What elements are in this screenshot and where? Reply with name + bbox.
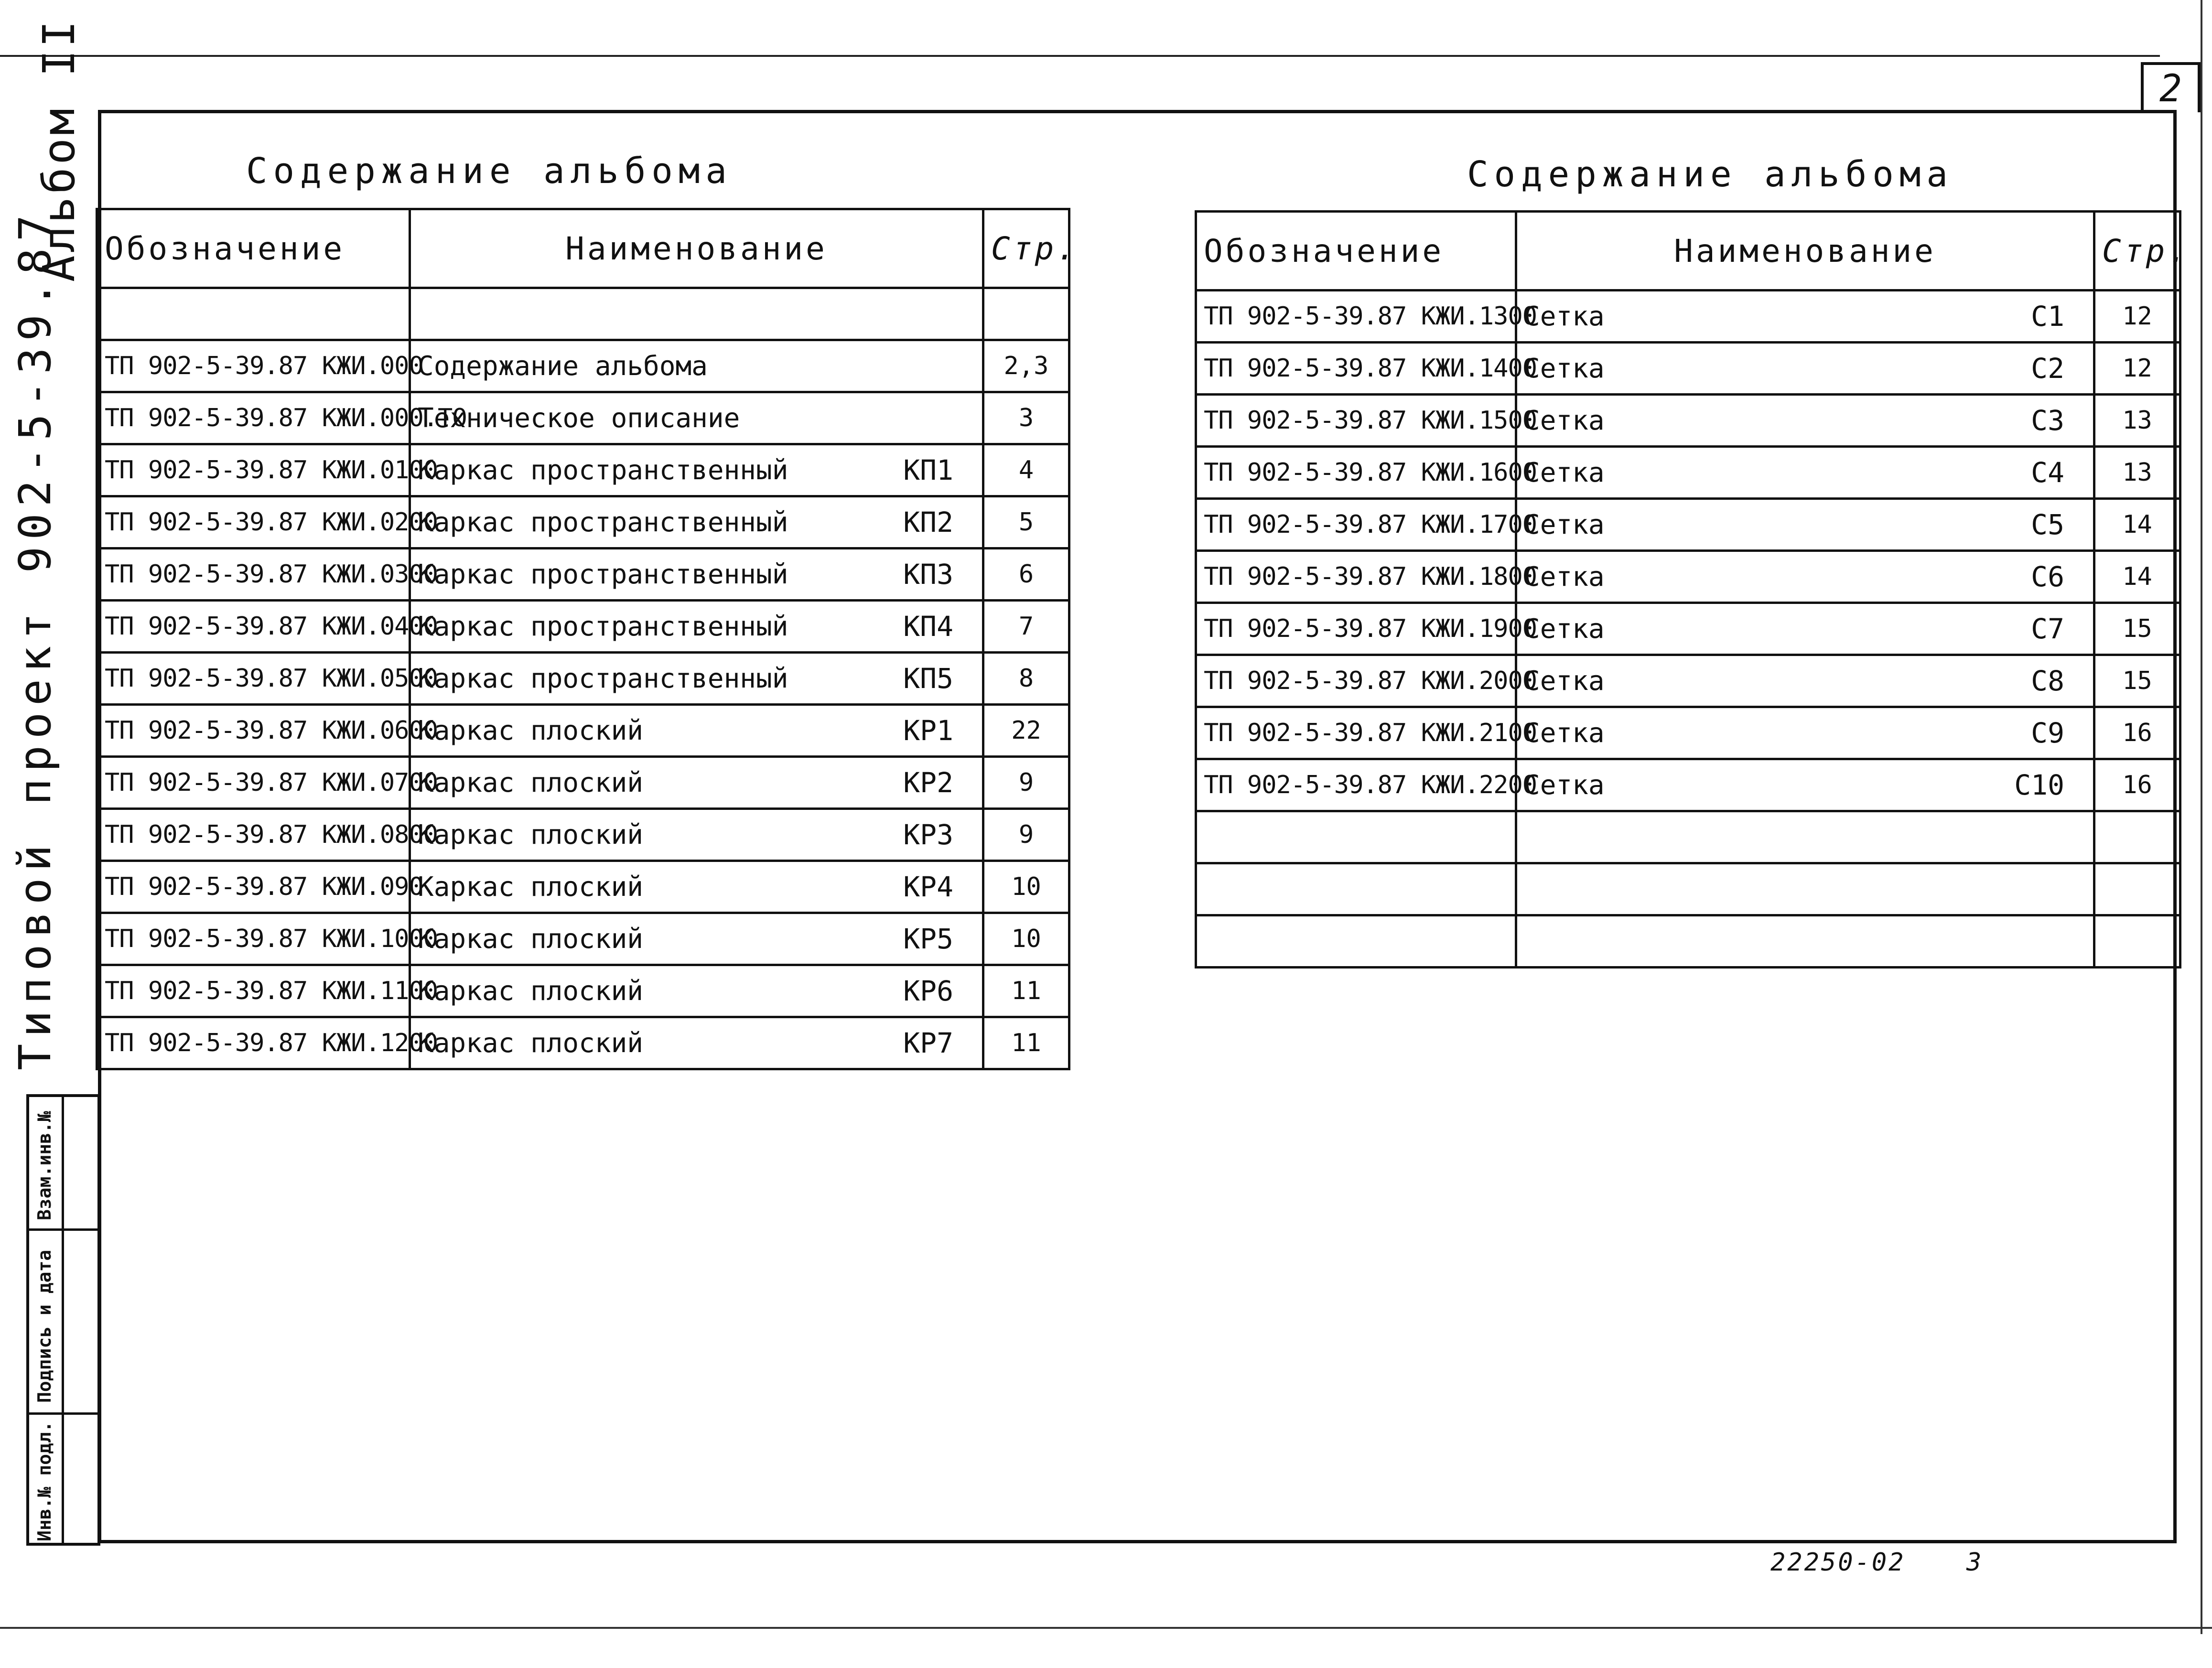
document-number: 22250-02 [1770,1548,1906,1577]
row-name: Каркас плоский [418,715,644,746]
row-page: 12 [2094,343,2180,395]
stamp-divider [62,1097,64,1543]
header-name: Наименование [1516,212,2094,291]
sheet-trim-right [2201,0,2202,1634]
row-name: Каркас плоский [418,975,644,1007]
row-mark: С8 [2031,665,2064,697]
album-label: Альбом II [33,18,85,282]
row-page: 14 [2094,499,2180,551]
row-name: Каркас пространственный [418,559,788,590]
row-name: Сетка [1524,665,1605,697]
row-mark: С7 [2031,613,2064,645]
left-contents-table [96,208,1079,1070]
row-code: ТП 902-5-39.87 КЖИ.1700 [1196,499,1516,551]
row-code: ТП 902-5-39.87 КЖИ.1100 [97,965,410,1017]
row-name: Содержание альбома [418,350,708,382]
row-mark: С10 [2014,769,2064,801]
row-mark: С5 [2031,508,2064,541]
row-code: ТП 902-5-39.87 КЖИ.1900 [1196,603,1516,655]
table-row [97,1017,1069,1069]
row-name-cell [410,444,983,496]
row-mark: С1 [2031,300,2064,333]
row-name: Каркас пространственный [418,663,788,694]
row-page: 5 [983,496,1069,549]
row-code: ТП 902-5-39.87 КЖИ.0800 [97,809,410,861]
row-code: ТП 902-5-39.87 КЖИ.0400 [97,601,410,653]
row-page: 3 [983,392,1069,444]
row-mark: С2 [2031,352,2064,385]
row-name-cell [410,965,983,1017]
row-name-cell [410,392,983,444]
row-page: 22 [983,705,1069,757]
table-row [97,496,1069,549]
row-code: ТП 902-5-39.87 КЖИ.2100 [1196,707,1516,759]
row-mark: КР4 [903,871,953,903]
header-code: Обозначение [97,209,410,288]
row-mark: КП2 [903,506,953,538]
row-name: Каркас пространственный [418,506,788,538]
table-row [97,444,1069,496]
row-page: 16 [2094,759,2180,811]
row-name-cell [1516,603,2094,655]
row-page: 10 [983,913,1069,965]
row-name-cell [410,496,983,549]
row-mark: КП3 [903,558,953,591]
row-mark: КП5 [903,662,953,695]
sheet-trim-bottom [0,1627,2212,1629]
row-name: Сетка [1524,769,1605,801]
row-code: ТП 902-5-39.87 КЖИ.0300 [97,549,410,601]
row-mark: КП1 [903,454,953,486]
row-name-cell [410,809,983,861]
table-row-empty [97,288,1069,340]
row-name: Сетка [1524,613,1605,645]
table-row [97,861,1069,913]
right-contents-table [1195,210,2190,969]
table-row [1196,395,2180,447]
row-code: ТП 902-5-39.87 КЖИ.1600 [1196,447,1516,499]
row-page: 16 [2094,707,2180,759]
row-code: ТП 902-5-39.87 КЖИ.2200 [1196,759,1516,811]
row-code: ТП 902-5-39.87 КЖИ.1000 [97,913,410,965]
row-code: ТП 902-5-39.87 КЖИ.0600 [97,705,410,757]
row-name: Сетка [1524,509,1605,540]
row-code: ТП 902-5-39.87 КЖИ.0700 [97,757,410,809]
row-name-cell [1516,395,2094,447]
row-code: ТП 902-5-39.87 КЖИ.2000 [1196,655,1516,707]
row-mark: КР6 [903,975,953,1007]
row-name-cell [1516,447,2094,499]
row-name: Каркас пространственный [418,611,788,642]
row-name-cell [410,601,983,653]
row-name-cell [410,549,983,601]
row-name: Каркас плоский [418,871,644,903]
row-name-cell [1516,655,2094,707]
row-page: 6 [983,549,1069,601]
row-page: 10 [983,861,1069,913]
row-name-cell [1516,551,2094,603]
row-name-cell [410,1017,983,1069]
row-name: Сетка [1524,457,1605,488]
stamp-divider [29,1412,97,1415]
row-mark: КР3 [903,818,953,851]
row-name-cell [1516,759,2094,811]
page-number-box [2141,62,2201,112]
stamp-block [26,1094,100,1546]
row-code: ТП 902-5-39.87 КЖИ.1200 [97,1017,410,1069]
table-row [97,913,1069,965]
row-code: ТП 902-5-39.87 КЖИ.0500 [97,653,410,705]
row-page: 14 [2094,551,2180,603]
table-row [1196,759,2180,811]
table-row [1196,447,2180,499]
row-name: Сетка [1524,717,1605,749]
row-name: Каркас плоский [418,819,644,850]
row-code: ТП 902-5-39.87 КЖИ.0100 [97,444,410,496]
row-name-cell [1516,707,2094,759]
row-page: 9 [983,809,1069,861]
row-mark: С6 [2031,560,2064,593]
stamp-inv-podl: Инв.№ подл. [34,1421,55,1541]
table-row [97,549,1069,601]
row-page: 15 [2094,655,2180,707]
table-row [97,809,1069,861]
right-table-title: Содержание альбома [1467,154,1953,195]
row-mark: С4 [2031,456,2064,489]
row-code: ТП 902-5-39.87 КЖИ.000.ТО [97,392,410,444]
row-page: 15 [2094,603,2180,655]
table-row [1196,343,2180,395]
table-row [97,340,1069,392]
row-page: 2,3 [983,340,1069,392]
table-row [97,757,1069,809]
row-mark: КР7 [903,1027,953,1059]
row-page: 7 [983,601,1069,653]
row-name: Каркас пространственный [418,454,788,486]
row-mark: С9 [2031,717,2064,749]
table-header-row [97,209,1069,288]
header-page: Стр. [983,209,1069,288]
header-name: Наименование [410,209,983,288]
table-row [1196,551,2180,603]
project-label: Типовой проект 902-5-39.87 [10,208,61,1070]
row-page: 13 [2094,395,2180,447]
table-row [1196,655,2180,707]
table-row [97,705,1069,757]
table-row [97,653,1069,705]
row-code: ТП 902-5-39.87 КЖИ.090 [97,861,410,913]
row-mark: С3 [2031,404,2064,437]
row-page: 13 [2094,447,2180,499]
row-name: Сетка [1524,353,1605,384]
row-code: ТП 902-5-39.87 КЖИ.1300 [1196,291,1516,343]
row-page: 4 [983,444,1069,496]
row-name-cell [1516,291,2094,343]
row-code: ТП 902-5-39.87 КЖИ.0200 [97,496,410,549]
table-row [97,965,1069,1017]
left-table-title: Содержание альбома [246,151,733,192]
row-page: 11 [983,1017,1069,1069]
page-number: 2 [2159,67,2182,110]
row-name: Сетка [1524,405,1605,436]
table-row-empty [1196,915,2180,968]
sheet-number: 3 [1966,1548,1982,1577]
row-mark: КП4 [903,610,953,643]
table-row [97,601,1069,653]
row-name-cell [410,705,983,757]
row-name: Техническое описание [418,402,740,434]
row-code: ТП 902-5-39.87 КЖИ.1500 [1196,395,1516,447]
row-name-cell [410,913,983,965]
row-page: 9 [983,757,1069,809]
row-mark: КР5 [903,923,953,955]
row-name-cell [1516,343,2094,395]
table-row [1196,603,2180,655]
row-name: Сетка [1524,561,1605,592]
row-code: ТП 902-5-39.87 КЖИ.1400 [1196,343,1516,395]
table-row [1196,499,2180,551]
row-name: Сетка [1524,301,1605,332]
row-name: Каркас плоский [418,923,644,955]
row-code: ТП 902-5-39.87 КЖИ.1800 [1196,551,1516,603]
stamp-podpis-data: Подпись и дата [34,1249,55,1403]
table-row [1196,707,2180,759]
stamp-vzam-inv: Взам.инв.№ [34,1111,55,1220]
table-row [97,392,1069,444]
row-code: ТП 902-5-39.87 КЖИ.000 [97,340,410,392]
row-page: 8 [983,653,1069,705]
header-page: Стр. [2094,212,2180,291]
row-name: Каркас плоский [418,767,644,798]
row-name-cell [410,757,983,809]
table-row [1196,291,2180,343]
row-name-cell [410,653,983,705]
row-name-cell [410,340,983,392]
row-name: Каркас плоский [418,1027,644,1059]
row-page: 12 [2094,291,2180,343]
row-mark: КР2 [903,766,953,799]
row-name-cell [410,861,983,913]
table-row-empty [1196,863,2180,915]
stamp-divider [29,1228,97,1231]
row-page: 11 [983,965,1069,1017]
table-header-row [1196,212,2180,291]
sheet-trim-top [0,55,2160,57]
table-row-empty [1196,811,2180,863]
header-code: Обозначение [1196,212,1516,291]
row-name-cell [1516,499,2094,551]
row-mark: КР1 [903,714,953,747]
